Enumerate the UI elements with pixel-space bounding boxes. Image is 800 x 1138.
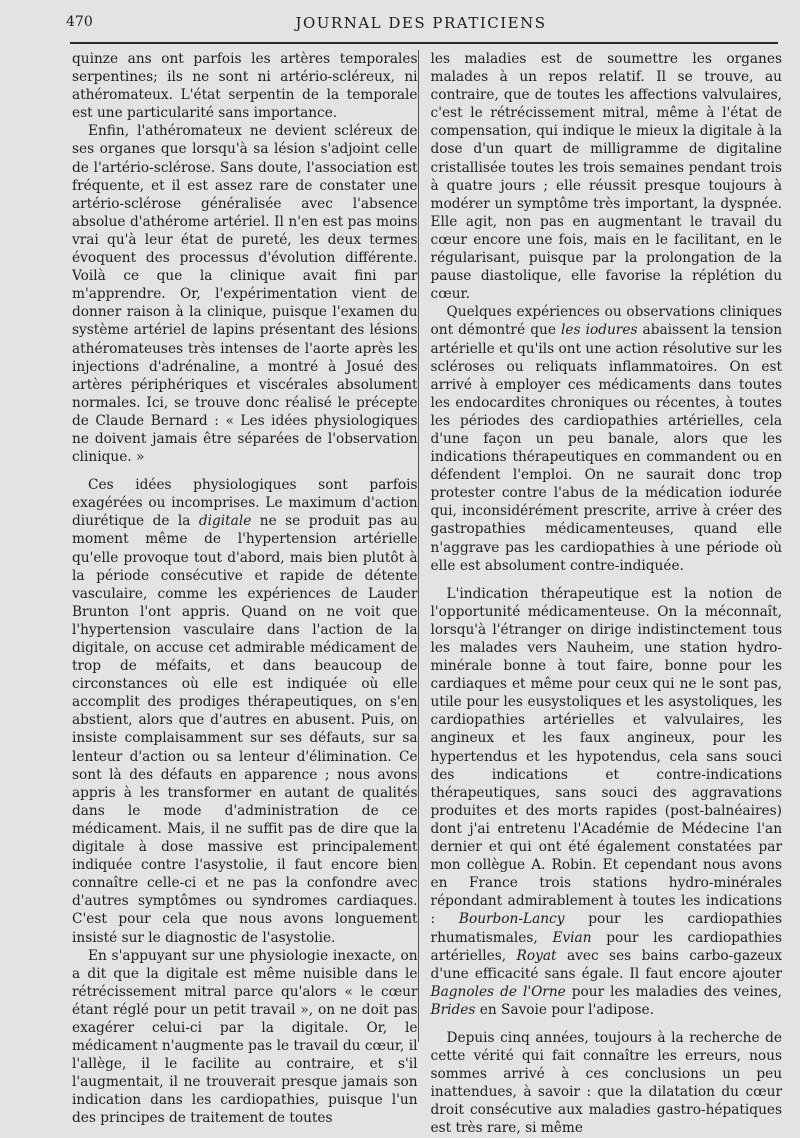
column-divider	[418, 50, 419, 1042]
text-run: en Savoie pour l'adipose.	[479, 1001, 655, 1018]
text-run: pour les cardiopathies artérielles,	[430, 929, 782, 964]
text-run: abaissent la tension artérielle et qu'ils ont une action résolutive sur les scléroses ou reliquats inflammatoires. On est arrivé à employer ces médicaments dans toutes les endocardites chroniques ou récentes, à toutes les périodes des cardiopathies artérielles, cela d'une façon un peu banale, alors que les indications thérapeutiques en commandent ou en défendent l'emploi. On ne saurait donc trop protester contre l'abus de la médication iodurée qui, inconsidérément prescrite, arrive à créer des gastropathies médicamenteuses, quand elle n'aggrave pas les cardiopathies à une période où elle est absolument contre-indiquée.	[430, 322, 783, 574]
emphasis-bourbon-lancy: Bourbon-Lancy	[458, 911, 565, 928]
text-run: ne se produit pas au moment même de l'hypertension artérielle qu'elle provoque tout d'abord, mais bien plutôt à la période consécutive et rapide de détente vasculaire, comme les expériences de Lauder Brunton l'ont appris. Quand on ne voit que l'hypertension vasculaire dans l'action de la digitale, on accuse cet admirable médicament de trop de méfaits, et dans beaucoup de circonstances où elle est indiquée où elle accomplit des prodiges thérapeutiques, on s'en abstient, alors que d'autres en abusent. Puis, on insiste complaisamment sur ses défauts, sur sa lenteur d'action ou sa lenteur d'élimination. Ce sont là des défauts en apparence ; nous avons appris à les transformer en autant de qualités dans le mode d'administration de ce médicament. Mais, il ne suffit pas de dire que la digitale à dose massive est principalement indiquée contre l'asystolie, il faut encore bien connaître celle-ci et ne pas la confondre avec d'autres symptômes ou syndromes cardiaques. C'est pour cela que nous avons longuement insisté sur le diagnostic de l'asystolie.	[72, 513, 418, 946]
emphasis-evian: Evian	[552, 929, 592, 946]
emphasis-bagnoles: Bagnoles de l'Orne	[430, 983, 566, 1000]
paragraph: quinze ans ont parfois les artères temporales serpentines; ils ne sont ni artério-scléreux, ni athéromateux. L'état serpentin de la temporale est une particularité sans importance.	[72, 51, 418, 122]
right-column	[425, 50, 783, 1137]
journal-title: JOURNAL DES PRATICIENS	[295, 14, 547, 32]
text-run: pour les maladies des veines,	[571, 983, 782, 1000]
emphasis-royat: Royat	[516, 947, 557, 964]
paragraph: En s'appuyant sur une physiologie inexacte, on a dit que la digitale est même nuisible dans le rétrécissement mitral parce qu'alors « le cœur étant réglé pour un petit travail », on ne doit pas exagérer celui-ci par la digitale. Or, le médicament n'augmente pas le travail du cœur, il l'allège, il le facilite au contraire, et s'il l'augmentait, il ne trouverait presque jamais son indication dans les cardiopathies, puisque l'un des principes de traitement de toutes	[72, 947, 418, 1127]
text-run: Ces idées physiologiques sont parfois exagérées ou incomprises. Le maximum d'action diurétique de la	[72, 477, 418, 530]
paragraph	[431, 585, 782, 1019]
text-run: pour les cardiopathies rhumatismales,	[430, 911, 783, 946]
emphasis-iodures: les iodures	[561, 322, 638, 339]
page-number: 470	[66, 14, 93, 30]
paragraph: Enfin, l'athéromateux ne devient scléreux de ses organes que lorsqu'à sa lésion s'adjoint celle de l'artério-sclérose. Sans doute, l'association est fréquente, et il est assez rare de constater une artério-sclérose généralisée avec l'absence absolue d'athérome artériel. Il n'en est pas moins vrai qu'à leur état de pureté, les deux termes évoquent des processus d'évolution différente. Voilà ce que la clinique avait fini par m'apprendre. Or, l'expérimentation vient de donner raison à la clinique, puisque l'examen du système artériel de lapins présentant des lésions athéromateuses très intenses de l'aorte après les injections d'adrénaline, a montré à Josué des artères périphériques et viscérales absolument normales. Ici, se trouve donc réalisé le précepte de Claude Bernard : « Les idées physiologiques ne doivent jamais être séparées de l'observation clinique. »	[72, 123, 418, 466]
emphasis-brides: Brides	[430, 1001, 476, 1018]
text-run: Quelques expériences ou observations cliniques ont démontré que	[430, 304, 783, 339]
text-run: avec ses bains carbo-gazeux d'une efficacité sans égale. Il faut encore ajouter	[430, 947, 783, 982]
text-columns	[72, 50, 783, 1137]
paragraph	[431, 303, 782, 574]
paragraph	[72, 476, 418, 946]
header-rule	[70, 42, 778, 44]
text-run: L'indication thérapeutique est la notion de l'opportunité médicamenteuse. On la méconnaît, lorsqu'à l'étranger on dirige indistinctement tous les malades vers Nauheim, une station hydro-minérale bonne à tout faire, bonne pour les cardiaques et même pour ceux qui ne le sont pas, utile pour les eusystoliques et les asystoliques, les cardiopathies artérielles et valvulaires, les angineux et les faux angineux, pour les hypertendus et les hypotendus, cela sans souci des indications et contre-indications thérapeutiques, sans souci des aggravations produites et des morts rapides (post-balnéaires) dont j'ai entretenu l'Académie de Médecine l'an dernier et qui ont été également constatées par mon collègue A. Robin. Et cependant nous avons en France trois stations hydro-minérales répondant admirablement à toutes les indications :	[430, 585, 783, 928]
paragraph: Depuis cinq années, toujours à la recherche de cette vérité qui fait connaître les erreurs, nous sommes arrivé à ces conclusions un peu inattendues, à savoir : que la dilatation du cœur droit consécutive aux maladies gastro-hépatiques est très rare, si même	[430, 1029, 783, 1137]
emphasis-digitale: digitale	[198, 513, 252, 530]
paragraph: les maladies est de soumettre les organes malades à un repos relatif. Il se trouve, au contraire, que de toutes les affections valvulaires, c'est le rétrécissement mitral, même à l'état de compensation, qui indique le mieux la digitale à la dose d'un quart de milligramme de digitaline cristallisée toutes les trois semaines pendant trois à quatre jours ; elle réussit presque toujours à modérer un symptôme très important, la dyspnée. Elle agit, non pas en augmentant le travail du cœur encore une fois, mais en le facilitant, en le régularisant, puisque par la prolongation de la pause diastolique, elle favorise la réplétion du cœur.	[430, 51, 783, 303]
left-column	[72, 50, 418, 1127]
page-header	[66, 12, 776, 36]
